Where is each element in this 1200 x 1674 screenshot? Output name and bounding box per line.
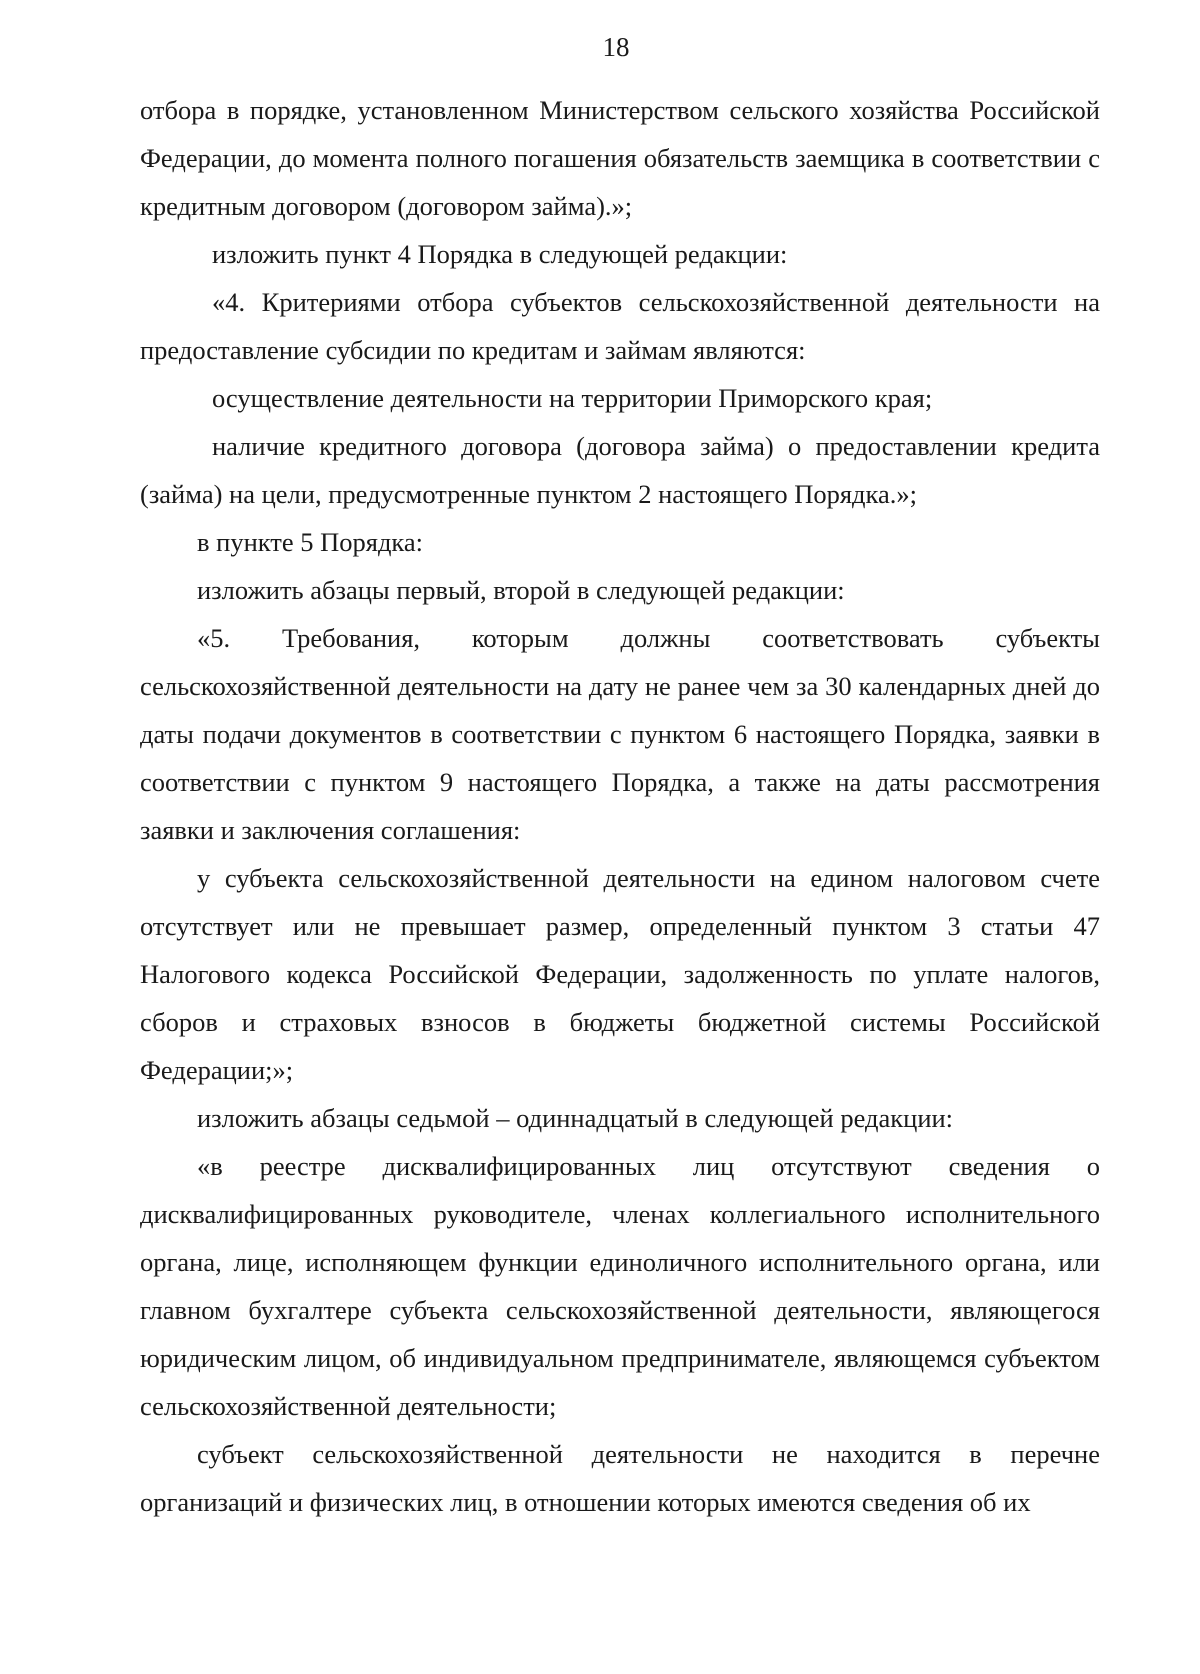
paragraph-2: изложить пункт 4 Порядка в следующей редакции: [212, 239, 788, 269]
paragraph-6: в пункте 5 Порядка: [197, 527, 424, 557]
paragraph-9: у субъекта сельскохозяйственной деятельности на едином налоговом счете отсутствует или не превышает размер, определенный пунктом 3 статьи 47 Налогового кодекса Российской Федерации, задолженность по уплате налогов, сборов и страховых взносов в бюджеты бюджетной системы Российской Федерации;»; [140, 863, 1100, 1085]
paragraph-10: изложить абзацы седьмой – одиннадцатый в следующей редакции: [197, 1103, 954, 1133]
paragraph-3: «4. Критериями отбора субъектов сельскохозяйственной деятельности на предоставление субсидии по кредитам и займам являются: [140, 287, 1100, 365]
page-number: 18 [602, 32, 630, 62]
paragraph-8: «5. Требования, которым должны соответствовать субъекты сельскохозяйственной деятельности на дату не ранее чем за 30 календарных дней до даты подачи документов в соответствии с пунктом 6 настоящего Порядка, заявки в соответствии с пунктом 9 настоящего Порядка, а также на даты рассмотрения заявки и заключения соглашения: [140, 623, 1100, 845]
paragraph-7: изложить абзацы первый, второй в следующей редакции: [197, 575, 845, 605]
paragraph-12: субъект сельскохозяйственной деятельности не находится в перечне организаций и физических лиц, в отношении которых имеются сведения об их [140, 1439, 1100, 1517]
document-body [140, 86, 1100, 1526]
paragraph-4: осуществление деятельности на территории Приморского края; [212, 383, 933, 413]
paragraph-1: отбора в порядке, установленном Министерством сельского хозяйства Российской Федерации, до момента полного погашения обязательств заемщика в соответствии с кредитным договором (договором займа).»; [140, 95, 1100, 221]
paragraph-11: «в реестре дисквалифицированных лиц отсутствуют сведения о дисквалифицированных руководителе, членах коллегиального исполнительного органа, лице, исполняющем функции единоличного исполнительного органа, или главном бухгалтере субъекта сельскохозяйственной деятельности, являющегося юридическим лицом, об индивидуальном предпринимателе, являющемся субъектом сельскохозяйственной деятельности; [140, 1151, 1100, 1421]
paragraph-5: наличие кредитного договора (договора займа) о предоставлении кредита (займа) на цели, предусмотренные пунктом 2 настоящего Порядка.»; [140, 431, 1100, 509]
